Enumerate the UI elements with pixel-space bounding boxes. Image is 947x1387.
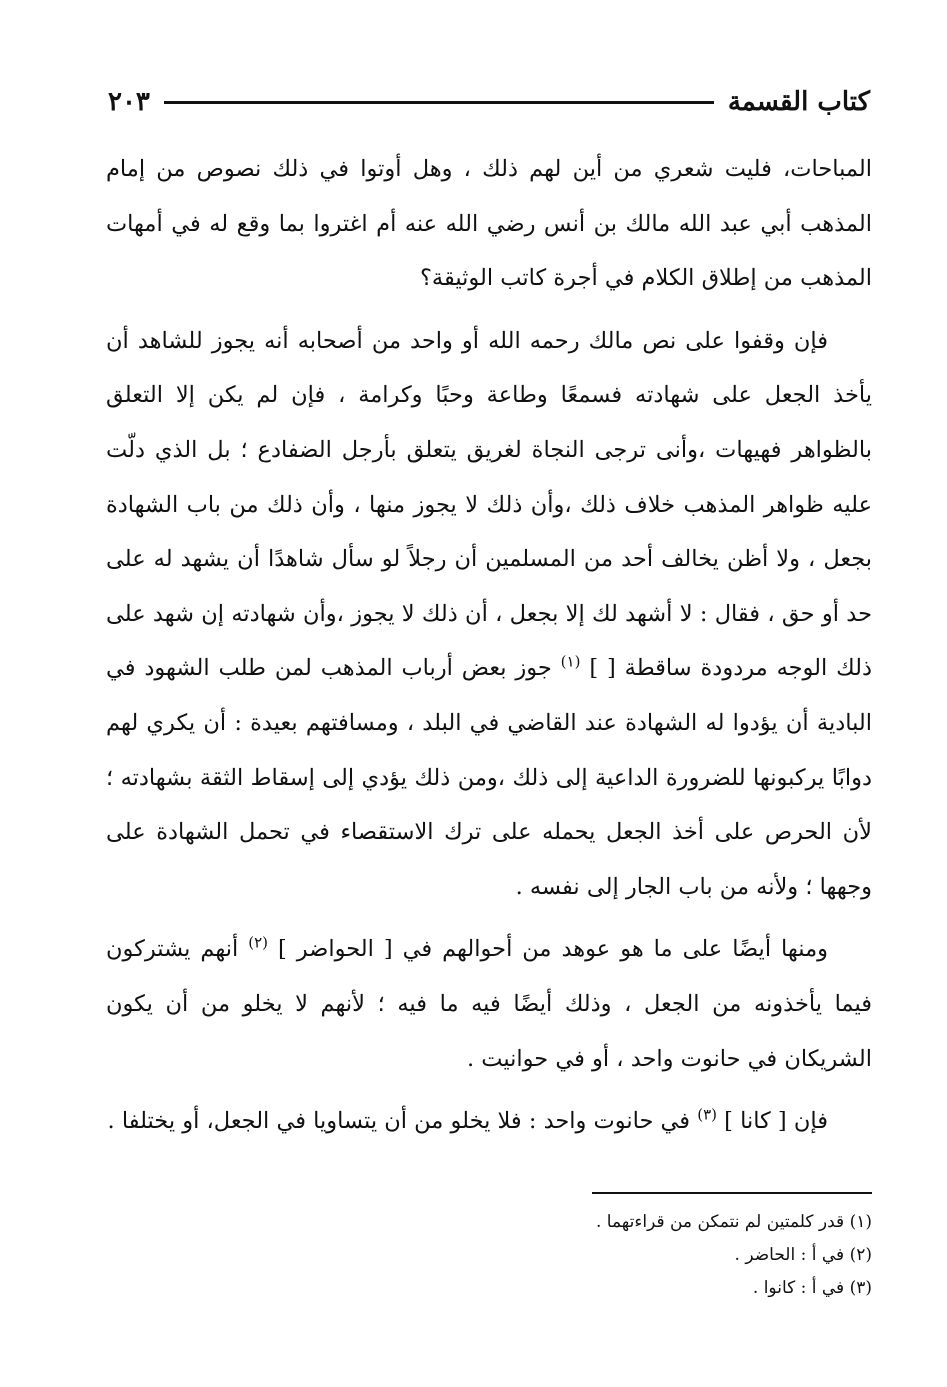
paragraph-text: فإن [ كانا ] [724, 1108, 828, 1135]
main-text [106, 142, 872, 1157]
footnote-separator [592, 1192, 872, 1194]
page-header [108, 80, 870, 124]
paragraph-2 [106, 314, 872, 915]
footnote-1: (١) قدر كلمتين لم نتمكن من قراءتهما . [595, 1212, 872, 1232]
paragraph-1 [106, 142, 872, 306]
paragraph-text: فإن وقفوا على نص مالك رحمه الله أو واحد من أصحابه أنه يجوز للشاهد أن يأخذ الجعل على شهادته فسمعًا وطاعة وحبًا وكرامة ، فإن لم يكن إلا التعلق بالظواهر فهيهات ،وأنى ترجى النجاة لغريق يتعلق بأرجل الضفادع ؛ بل الذي دلّت عليه ظواهر المذهب خلاف ذلك ،وأن ذلك لا يجوز منها ، وأن ذلك من باب الشهادة بجعل ، ولا أظن يخالف أحد من المسلمين أن رجلاً لو سأل شاهدًا أن يشهد له على حد أو حق ، فقال : لا أشهد لك إلا بجعل ، أن ذلك لا يجوز ،وأن شهادته إن شهد على ذلك الوجه مردودة ساقطة [ ] [106, 327, 872, 682]
paragraph-text: أنهم يشتركون فيما يأخذونه من الجعل ، وذلك أيضًا فيه ما فيه ؛ لأنهم لا يخلو من أن يكون الشريكان في حانوت واحد ، أو في حوانيت . [106, 936, 872, 1072]
footnote-marker-1: (١) [560, 652, 581, 671]
paragraph-text: المباحات، فليت شعري من أين لهم ذلك ، وهل أوتوا في ذلك نصوص من إمام المذهب أبي عبد الله مالك بن أنس رضي الله عنه أم اغتروا بما وقع له في أمهات المذهب من إطلاق الكلام في أجرة كاتب الوثيقة؟ [106, 156, 872, 292]
footnotes [106, 1206, 872, 1305]
running-title: كتاب القسمة [727, 87, 870, 117]
paragraph-text: في حانوت واحد : فلا يخلو من أن يتساويا في الجعل، أو يختلفا . [107, 1108, 691, 1135]
footnote-marker-3: (٣) [697, 1105, 717, 1124]
paragraph-4 [106, 1094, 872, 1149]
paragraph-text: ومنها أيضًا على ما هو عوهد من أحوالهم في [ الحواضر ] [278, 936, 828, 963]
footnote-2: (٢) في أ : الحاضر . [734, 1245, 872, 1265]
footnote-3: (٣) في أ : كانوا . [752, 1278, 872, 1298]
page-number: ٢٠٣ [108, 87, 150, 117]
footnote-marker-2: (٢) [248, 933, 269, 952]
header-rule [164, 101, 714, 104]
paragraph-text: جوز بعض أرباب المذهب لمن طلب الشهود في البادية أن يؤدوا له الشهادة عند القاضي في البلد ، ومسافتهم بعيدة : أن يكري لهم دوابًا يركبونها للضرورة الداعية إلى ذلك ،ومن ذلك يؤدي إلى إسقاط الثقة بشهادته ؛ لأن الحرص على أخذ الجعل يحمله على ترك الاستقصاء في تحمل الشهادة على وجهها ؛ ولأنه من باب الجار إلى نفسه . [106, 655, 872, 900]
paragraph-3 [106, 922, 872, 1086]
